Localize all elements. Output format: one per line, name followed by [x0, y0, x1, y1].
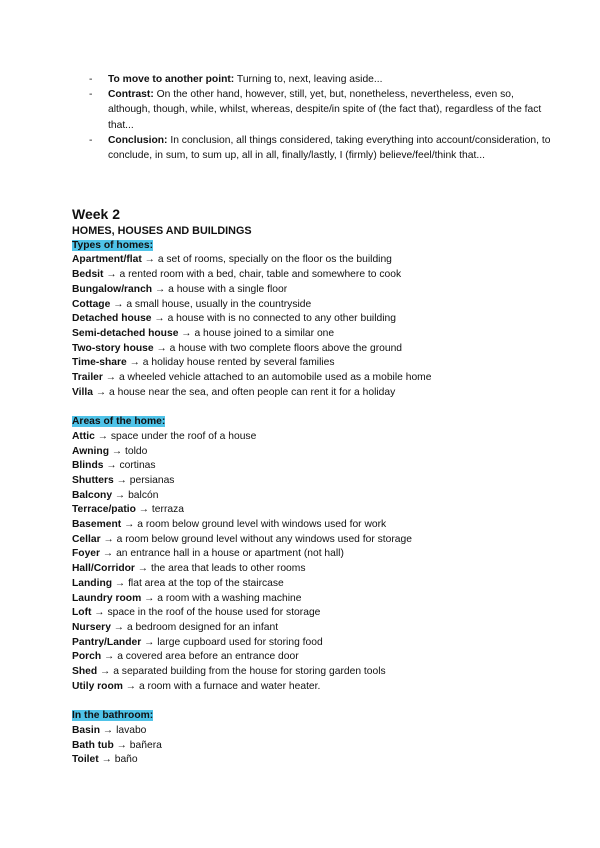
- vocab-line: [72, 356, 542, 371]
- vocab-definition: → a house with is no connected to any other building: [151, 313, 396, 325]
- bullet-text: In conclusion, all things considered, taking everything into account/consideration, to conclude, in sum, to sum up, all in all, finally/lastly, I (firmly) believe/feel/think that...: [108, 134, 551, 162]
- highlighted-label: In the bathroom:: [72, 710, 154, 722]
- vocab-line: [72, 621, 542, 636]
- bullet-dash: -: [89, 74, 93, 85]
- vocab-term: Cottage: [72, 298, 111, 310]
- vocab-line: [72, 665, 542, 680]
- vocab-definition: → a room with a washing machine: [141, 592, 302, 604]
- spacer: [72, 694, 542, 709]
- bullet-text: On the other hand, however, still, yet, but, nonetheless, nevertheless, even so, although, though, while, whilst, whereas, despite/in spite of (the fact that), regardless of the fact that...: [108, 89, 542, 131]
- vocab-line: [72, 606, 542, 621]
- vocab-definition: → lavabo: [100, 724, 147, 736]
- vocab-line: [72, 430, 542, 445]
- bullet-item: [89, 133, 559, 163]
- vocab-term: Two-story house: [72, 342, 154, 354]
- vocab-term: Hall/Corridor: [72, 563, 135, 575]
- vocab-term: Time-share: [72, 357, 127, 369]
- vocab-definition: → an entrance hall in a house or apartment (not hall): [100, 548, 344, 560]
- vocab-definition: → a room below ground level without any windows used for storage: [100, 533, 412, 545]
- vocab-term: Foyer: [72, 548, 101, 560]
- vocab-term: Bath tub: [72, 739, 114, 751]
- vocab-line: [72, 577, 542, 592]
- bullet-text: Turning to, next, leaving aside...: [234, 74, 383, 85]
- vocab-line: [72, 636, 542, 651]
- vocab-term: Cellar: [72, 533, 101, 545]
- vocab-line: [72, 489, 542, 504]
- vocab-line: [72, 298, 542, 313]
- vocab-definition: → flat area at the top of the staircase: [112, 577, 284, 589]
- bullet-dash: -: [89, 134, 93, 146]
- vocab-line: [72, 724, 542, 739]
- vocab-definition: → a house joined to a similar one: [178, 327, 335, 339]
- areas-list: [72, 430, 542, 695]
- section-heading: HOMES, HOUSES AND BUILDINGS: [72, 225, 252, 237]
- vocab-line: [72, 445, 542, 460]
- vocab-line: [72, 518, 542, 533]
- vocab-definition: → cortinas: [103, 460, 156, 472]
- vocab-term: Trailer: [72, 372, 103, 384]
- vocab-line: [72, 253, 542, 268]
- vocab-term: Balcony: [72, 489, 113, 501]
- vocab-definition: → a room below ground level with windows used for work: [121, 519, 387, 531]
- vocab-term: Shed: [72, 666, 98, 678]
- vocab-definition: → a house with a single floor: [152, 283, 288, 295]
- vocab-definition: → space under the roof of a house: [94, 430, 257, 442]
- spacer: [72, 400, 542, 415]
- vocab-line: [72, 342, 542, 357]
- vocab-line: [72, 386, 542, 401]
- bullet-term: Contrast:: [108, 89, 154, 101]
- vocab-term: Villa: [72, 386, 93, 398]
- vocab-definition: → terraza: [135, 504, 184, 516]
- vocab-term: Porch: [72, 651, 102, 663]
- vocab-definition: → persianas: [113, 474, 175, 486]
- vocab-term: Utily room: [72, 680, 123, 692]
- vocab-line: [72, 459, 542, 474]
- types-list: [72, 253, 542, 400]
- week-title: Week 2: [72, 206, 120, 222]
- vocab-definition: → bañera: [113, 739, 162, 751]
- vocab-line: [72, 739, 542, 754]
- vocab-term: Attic: [72, 430, 95, 442]
- bathroom-title: [72, 709, 542, 724]
- vocab-definition: → large cupboard used for storing food: [141, 636, 323, 648]
- bullet-term: To move to another point:: [108, 74, 235, 85]
- vocab-definition: → a house near the sea, and often people can rent it for a holiday: [93, 386, 396, 398]
- vocab-term: Basin: [72, 724, 101, 736]
- vocab-term: Apartment/flat: [72, 254, 142, 266]
- vocab-definition: → a covered area before an entrance door: [101, 651, 299, 663]
- bullet-dash: -: [89, 89, 93, 101]
- vocab-term: Landing: [72, 577, 113, 589]
- vocab-definition: → a room with a furnace and water heater.: [122, 680, 321, 692]
- connectors-bullet-list: [89, 72, 559, 163]
- vocab-definition: → a rented room with a bed, chair, table and somewhere to cook: [103, 269, 402, 281]
- vocab-line: [72, 327, 542, 342]
- vocab-line: [72, 533, 542, 548]
- bullet-item: [89, 87, 559, 133]
- types-title: [72, 239, 542, 254]
- vocab-term: Basement: [72, 519, 122, 531]
- vocab-line: [72, 268, 542, 283]
- vocab-term: Terrace/patio: [72, 504, 136, 516]
- vocab-term: Bungalow/ranch: [72, 283, 153, 295]
- vocab-term: Loft: [72, 607, 92, 619]
- vocab-term: Bedsit: [72, 269, 104, 281]
- vocab-line: [72, 371, 542, 386]
- vocab-definition: → a holiday house rented by several families: [126, 357, 335, 369]
- vocab-term: Pantry/Lander: [72, 636, 142, 648]
- highlighted-label: Types of homes:: [72, 239, 154, 251]
- vocab-definition: → a wheeled vehicle attached to an automobile used as a mobile home: [102, 372, 432, 384]
- bullet-item: [89, 72, 559, 87]
- vocab-term: Blinds: [72, 460, 104, 472]
- vocab-definition: → a bedroom designed for an infant: [110, 621, 279, 633]
- vocab-line: [72, 312, 542, 327]
- vocab-line: [72, 547, 542, 562]
- vocab-term: Laundry room: [72, 592, 142, 604]
- vocab-definition: → a separated building from the house for storing garden tools: [97, 666, 386, 678]
- vocab-line: [72, 592, 542, 607]
- vocab-line: [72, 503, 542, 518]
- bathroom-list: [72, 724, 542, 768]
- vocab-line: [72, 753, 542, 768]
- vocab-line: [72, 680, 542, 695]
- areas-title: [72, 415, 542, 430]
- vocab-definition: → a house with two complete floors above the ground: [153, 342, 403, 354]
- vocab-definition: → a small house, usually in the countryside: [110, 298, 312, 310]
- vocab-line: [72, 562, 542, 577]
- highlighted-label: Areas of the home:: [72, 416, 166, 428]
- vocab-definition: → the area that leads to other rooms: [134, 563, 306, 575]
- vocab-definition: → baño: [98, 754, 138, 766]
- vocab-definition: → space in the roof of the house used for storage: [91, 607, 321, 619]
- vocab-line: [72, 650, 542, 665]
- week-content: [72, 205, 542, 768]
- vocab-definition: → toldo: [109, 445, 148, 457]
- vocab-definition: → a set of rooms, specially on the floor os the building: [141, 254, 392, 266]
- vocab-term: Toilet: [72, 754, 99, 766]
- vocab-term: Awning: [72, 445, 109, 457]
- vocab-term: Semi-detached house: [72, 327, 179, 339]
- vocab-definition: → balcón: [112, 489, 159, 501]
- bullet-term: Conclusion:: [108, 134, 168, 146]
- vocab-line: [72, 283, 542, 298]
- vocab-term: Shutters: [72, 474, 114, 486]
- vocab-term: Detached house: [72, 313, 152, 325]
- vocab-line: [72, 474, 542, 489]
- vocab-term: Nursery: [72, 621, 111, 633]
